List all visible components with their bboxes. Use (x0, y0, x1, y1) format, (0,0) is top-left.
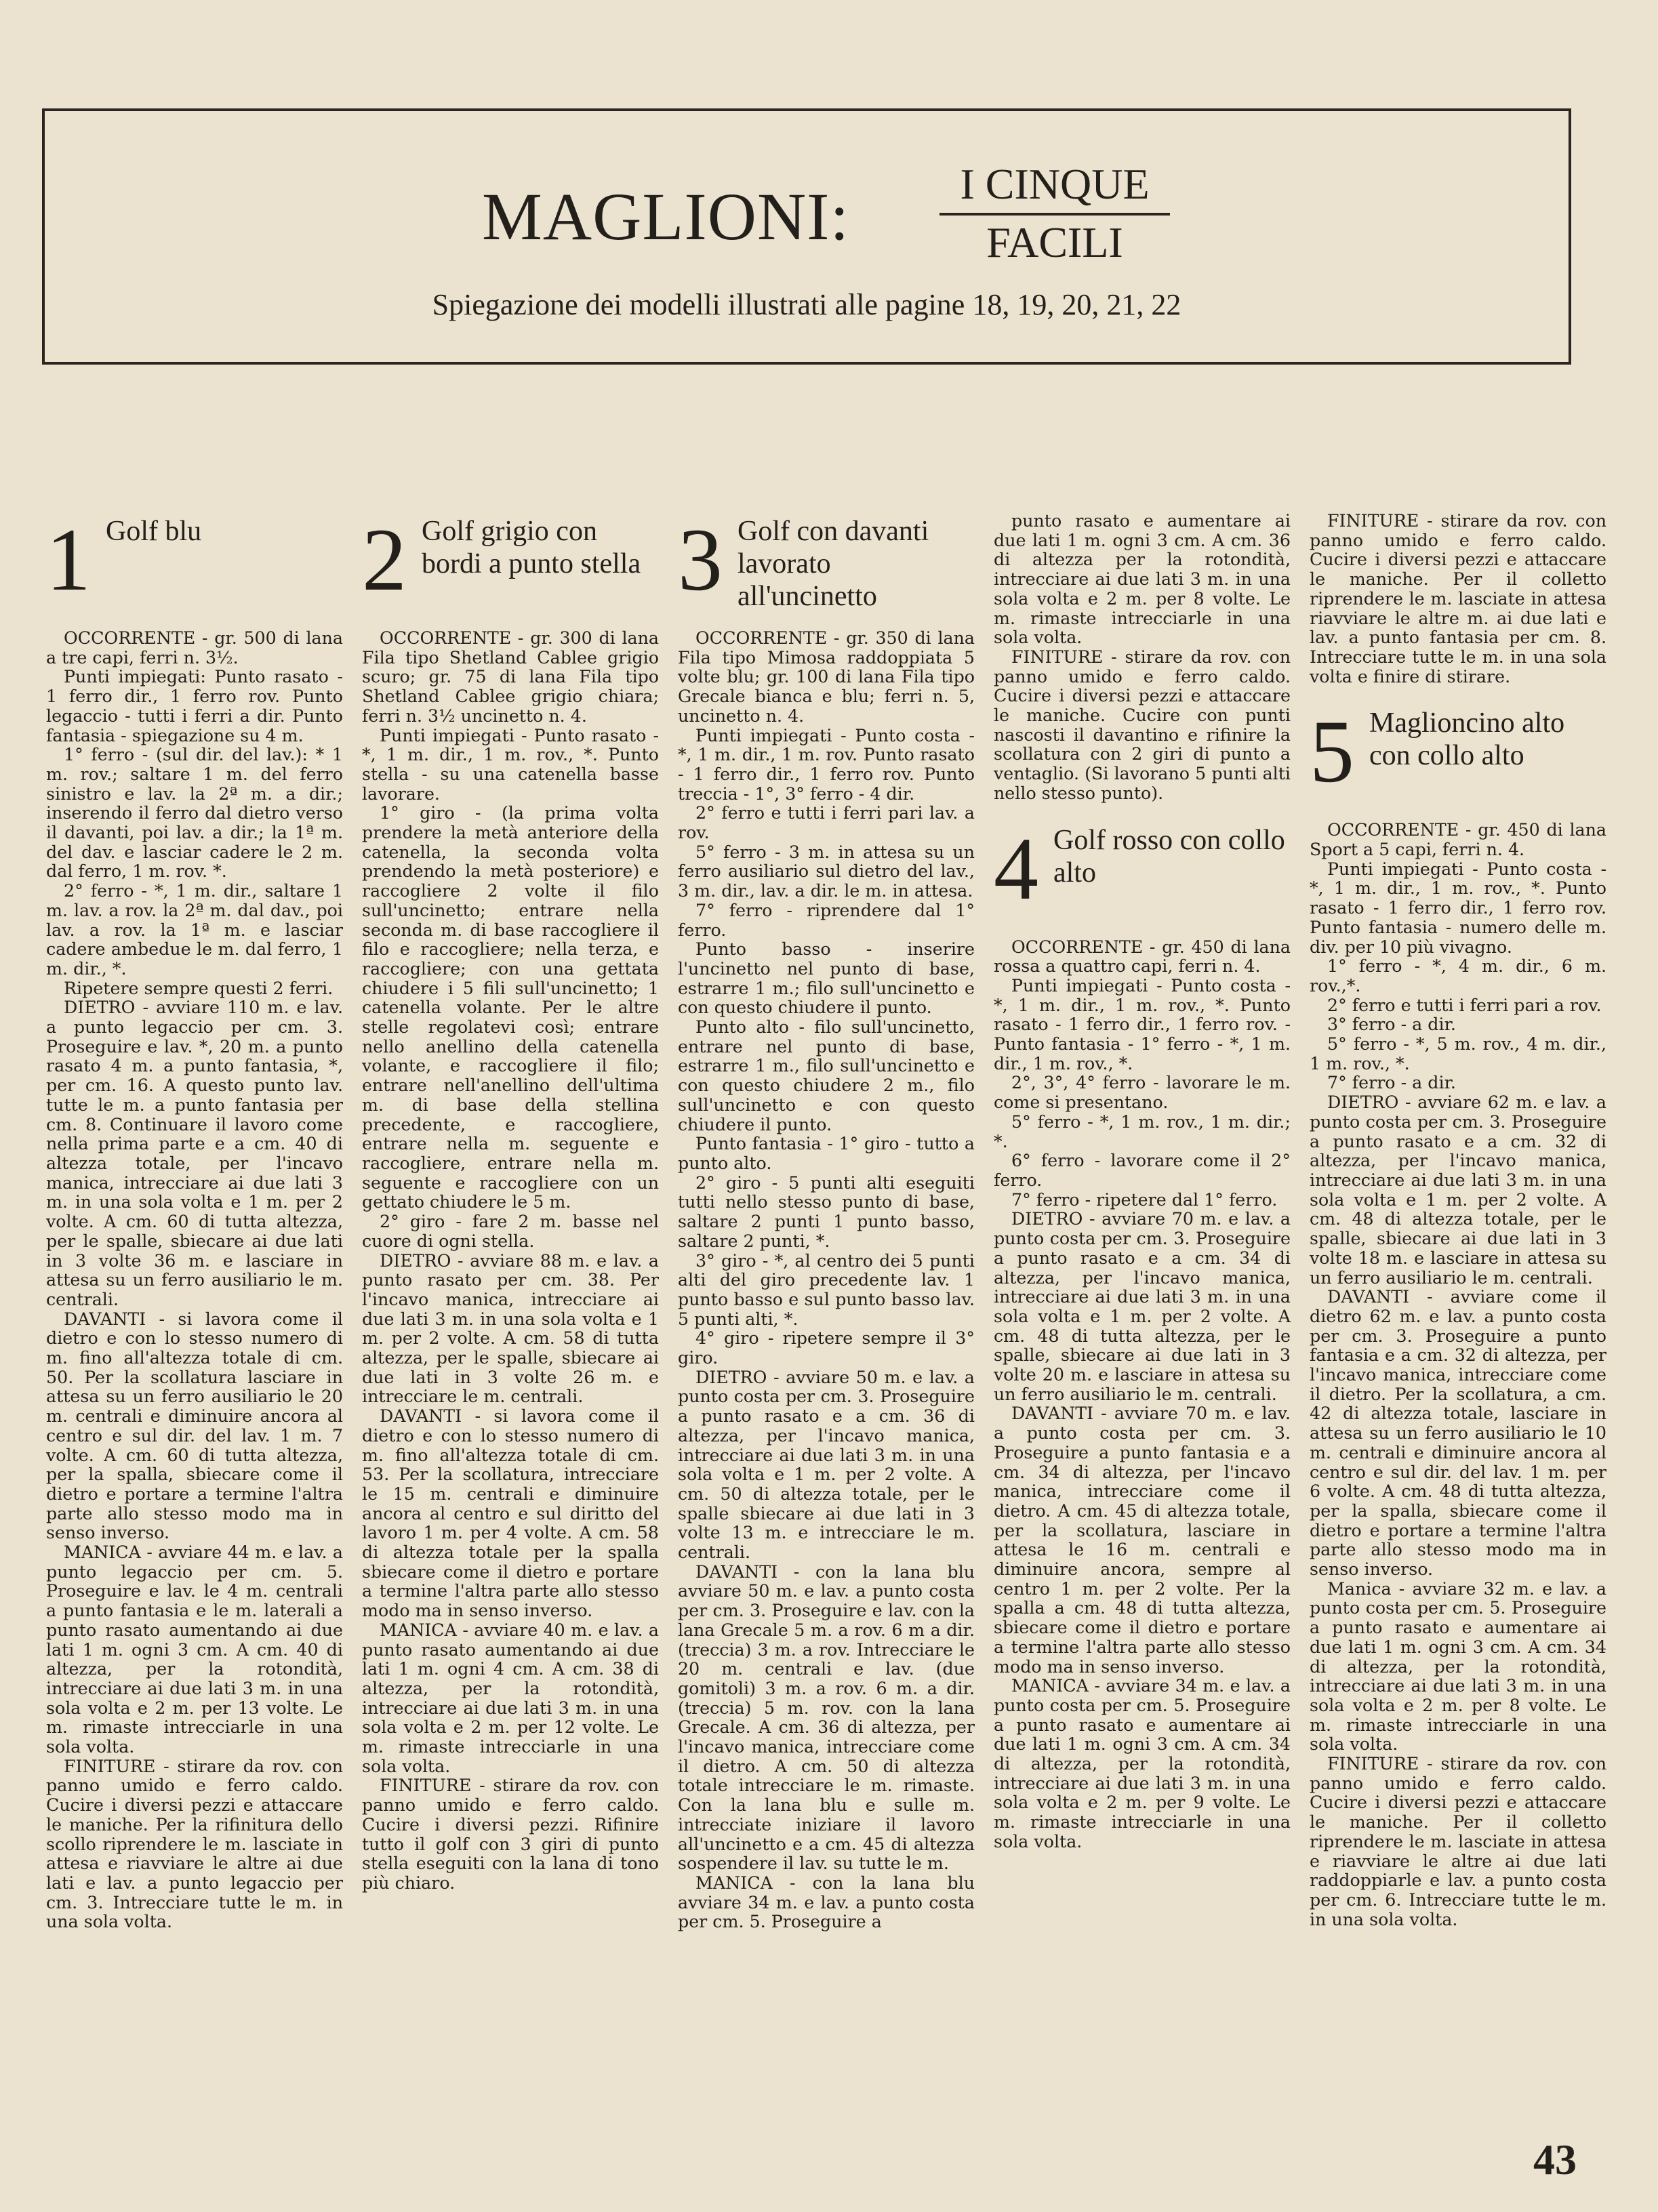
body-paragraph: 1° ferro - *, 4 m. dir., 6 m. rov.,*. (1310, 956, 1606, 996)
body-paragraph: DIETRO - avviare 62 m. e lav. a punto costa per cm. 3. Proseguire a punto rasato e a cm. 32 di altezza, per l'incavo manica, intrecciare ai due lati 3 m. in una sola volta e 1 m. per 2 volte. A cm. 48 di altezza totale, per le spalle, sbiecare ai due lati in 3 volte 18 m. e lasciare in attesa su un ferro ausiliario le m. centrali. (1310, 1092, 1606, 1288)
title-box (42, 108, 1571, 365)
body-paragraph: OCCORRENTE - gr. 450 di lana rossa a quattro capi, ferri n. 4. (994, 937, 1291, 977)
body-paragraph: OCCORRENTE - gr. 450 di lana Sport a 5 capi, ferri n. 4. (1310, 820, 1606, 860)
column-3 (678, 508, 975, 1932)
body-paragraph: Punti impiegati - Punto costa - *, 1 m. dir., 1 m. rov. Punto rasato - 1 ferro dir., 1 ferro rov. Punto treccia - 1°, 3° ferro - 4 dir. (678, 725, 975, 804)
page-subtitle: Spiegazione dei modelli illustrati alle pagine 18, 19, 20, 21, 22 (432, 288, 1181, 321)
section-heading (46, 508, 343, 610)
section-number: 2 (362, 510, 407, 609)
body-paragraph: 2° giro - fare 2 m. basse nel cuore di ogni stella. (362, 1212, 659, 1251)
body-paragraph: OCCORRENTE - gr. 500 di lana a tre capi, ferri n. 3½. (46, 628, 343, 668)
section-number: 5 (1310, 701, 1354, 802)
section-title: Maglioncino alto con collo alto (1369, 708, 1565, 772)
body-paragraph: 2° ferro - *, 1 m. dir., saltare 1 m. lav. a rov. la 2ª m. dal dav., poi lav. a rov. la 1ª m. e lasciar cadere ambedue le m. dal ferro, 1 m. dir., *. (46, 881, 343, 979)
body-paragraph: Punto fantasia - 1° giro - tutto a punto alto. (678, 1134, 975, 1173)
body-paragraph: punto rasato e aumentare ai due lati 1 m. ogni 3 cm. A cm. 36 di altezza per la rotondità, intrecciare ai due lati 3 m. in una sola volta e 2 m. per 8 volte. Le m. rimaste intrecciarle in una sola volta. (994, 511, 1291, 648)
section-number: 4 (994, 818, 1038, 918)
title-fraction (939, 159, 1170, 270)
body-paragraph: DIETRO - avviare 110 m. e lav. a punto legaccio per cm. 3. Proseguire e lav. *, 20 m. a punto rasato 4 m. a punto fantasia, *, per cm. 16. A questo punto lav. tutte le m. a punto fantasia per cm. 8. Continuare il lavoro come nella prima parte e a cm. 40 di altezza totale, per l'incavo manica, intrecciare ai due lati 3 m. in una sola volta e 1 m. per 2 volte. A cm. 60 di tutta altezza, per le spalle, sbiecare ai due lati in 3 volte 36 m. e lasciare in attesa su un ferro ausiliario le m. centrali. (46, 998, 343, 1309)
body-paragraph: DAVANTI - si lavora come il dietro e con lo stesso numero di m. fino all'altezza totale di cm. 50. Per la scollatura lasciare in attesa su un ferro ausiliario le 20 m. centrali e diminuire ancora al centro e sul dir. del lav. 1 m. 7 volte. A cm. 60 di tutta altezza, per la spalla, sbiecare come il dietro e portare a termine l'altra parte allo stesso modo ma in senso inverso. (46, 1309, 343, 1543)
body-paragraph: MANICA - con la lana blu avviare 34 m. e lav. a punto costa per cm. 5. Proseguire a (678, 1873, 975, 1932)
body-paragraph: 2° giro - 5 punti alti eseguiti tutti nello stesso punto di base, saltare 2 punti 1 punto basso, saltare 2 punti, *. (678, 1172, 975, 1251)
page-title: MAGLIONI: (482, 179, 850, 254)
body-paragraph: Punti impiegati - Punto rasato - *, 1 m. dir., 1 m. rov., *. Punto stella - su una catenella basse lavorare. (362, 725, 659, 804)
body-paragraph: FINITURE - stirare da rov. con panno umido e ferro caldo. Cucire i diversi pezzi e attaccare le maniche. Per il colletto riprendere le m. lasciate in attesa riavviare le altre m. ai due lati e lav. a punto fantasia per cm. 8. Intrecciare tutte le m. in una sola volta e finire di stirare. (1310, 511, 1606, 687)
section-title: Golf grigio con bordi a punto stella (422, 516, 641, 579)
section-title: Golf blu (106, 516, 202, 547)
section-title: Golf rosso con collo alto (1053, 824, 1285, 888)
body-paragraph: FINITURE - stirare da rov. con panno umido e ferro caldo. Cucire i diversi pezzi. Rifinire tutto il golf con 3 giri di punto stella eseguiti con la lana di tono più chiaro. (362, 1776, 659, 1893)
body-paragraph: DAVANTI - con la lana blu avviare 50 m. e lav. a punto costa per cm. 3. Proseguire e lav. con la lana Grecale 5 m. a rov. 6 m a dir. (treccia) 3 m. a rov. Intrecciare le 20 m. centrali e lav. (due gomitoli) 3 m. a rov. 6 m. a dir. (treccia) 5 m. rov. con la lana Grecale. A cm. 36 di altezza, per l'incavo manica, intrecciare come il dietro. A cm. 50 di altezza totale intrecciare le m. rimaste. Con la lana blu e sulle m. intrecciate iniziare il lavoro all'uncinetto e a cm. 45 di altezza sospendere il lav. su tutte le m. (678, 1561, 975, 1874)
body-paragraph: Punto basso - inserire l'uncinetto nel punto di base, estrarre 1 m.; filo sull'uncinetto e con questo chiudere il punto. (678, 939, 975, 1018)
body-paragraph: 2°, 3°, 4° ferro - lavorare le m. come si presentano. (994, 1073, 1291, 1113)
body-paragraph: OCCORRENTE - gr. 300 di lana Fila tipo Shetland Cablee grigio scuro; gr. 75 di lana Fila tipo Shetland Cablee grigio chiara; ferri n. 3½ uncinetto n. 4. (362, 628, 659, 726)
body-paragraph: DIETRO - avviare 88 m. e lav. a punto rasato per cm. 38. Per l'incavo manica, intrecciare ai due lati 3 m. in una sola volta e 1 m. per 2 volte. A cm. 58 di tutta altezza, per le spalle, sbiecare ai due lati in 3 volte 26 m. e intrecciare le m. centrali. (362, 1250, 659, 1407)
section-heading (1310, 700, 1606, 802)
body-paragraph: 4° giro - ripetere sempre il 3° giro. (678, 1328, 975, 1368)
spacer (1310, 687, 1606, 700)
body-paragraph: DIETRO - avviare 50 m. e lav. a punto costa per cm. 3. Proseguire a punto rasato e a cm. 36 di altezza, per l'incavo manica, intrecciare ai due lati 3 m. in una sola volta e 1 m. per 2 volte. A cm. 50 di altezza totale, per le spalle sbiecare ai due lati in 3 volte 13 m. e intrecciare le m. centrali. (678, 1367, 975, 1563)
body-paragraph: 3° giro - *, al centro dei 5 punti alti del giro precedente lav. 1 punto basso e sul punto basso lav. 5 punti alti, *. (678, 1250, 975, 1329)
spacer (994, 804, 1291, 817)
body-paragraph: MANICA - avviare 40 m. e lav. a punto rasato aumentando ai due lati 1 m. ogni 4 cm. A cm. 38 di altezza, per la rotondità, intrecciare ai due lati 3 m. in una sola volta e 2 m. per 12 volte. Le m. rimaste intrecciarle in una sola volta. (362, 1620, 659, 1776)
body-paragraph: 7° ferro - a dir. (1327, 1073, 1456, 1093)
column-2 (362, 508, 659, 1893)
body-paragraph: 2° ferro e tutti i ferri pari a rov. (1327, 995, 1602, 1015)
title-row (45, 159, 1569, 267)
body-paragraph: FINITURE - stirare da rov. con panno umido e ferro caldo. Cucire i diversi pezzi e attaccare le maniche. Per la rifinitura dello scollo riprendere le m. lasciate in attesa e riavviare le altre ai due lati e lav. a punto legaccio per cm. 3. Intrecciare tutte le m. in una sola volta. (46, 1756, 343, 1932)
body-paragraph: 5° ferro - 3 m. in attesa su un ferro ausiliario sul dietro del lav., 3 m. dir., lav. a dir. le m. in attesa. (678, 842, 975, 901)
page-number: 43 (1533, 2135, 1577, 2184)
body-paragraph: 7° ferro - ripetere dal 1° ferro. (1011, 1189, 1278, 1210)
body-paragraph: 5° ferro - *, 5 m. rov., 4 m. dir., 1 m. rov., *. (1310, 1034, 1606, 1073)
column-5 (1310, 512, 1606, 1929)
body-paragraph: 5° ferro - *, 1 m. rov., 1 m. dir.; *. (994, 1111, 1291, 1151)
body-paragraph: Manica - avviare 32 m. e lav. a punto costa per cm. 5. Proseguire a punto rasato e aumentare ai due lati 1 m. ogni 3 cm. A cm. 34 di altezza, per la rotondità, intrecciare ai due lati 3 m. in una sola volta e 2 m. per 8 volte. Le m. rimaste intrecciarle in una sola volta. (1310, 1578, 1606, 1755)
body-paragraph: MANICA - avviare 44 m. e lav. a punto legaccio per cm. 5. Proseguire e lav. le 4 m. centrali a punto fantasia e le m. laterali a punto rasato aumentando ai due lati 1 m. ogni 3 cm. A cm. 40 di altezza, per la rotondità, intrecciare ai due lati 3 m. in una sola volta e 2 m. per 13 volte. Le m. rimaste intrecciarle in una sola volta. (46, 1542, 343, 1757)
section-number: 3 (678, 510, 723, 609)
title-top: I CINQUE (939, 159, 1170, 216)
body-paragraph: DAVANTI - si lavora come il dietro e con lo stesso numero di m. fino all'altezza totale di cm. 53. Per la scollatura, intrecciare le 15 m. centrali e diminuire ancora al centro e sul diritto del lavoro 1 m. per 4 volte. A cm. 58 di altezza totale per la spalla sbiecare come il dietro e portare a termine l'altra parte allo stesso modo ma in senso inverso. (362, 1406, 659, 1621)
body-paragraph: FINITURE - stirare da rov. con panno umido e ferro caldo. Cucire i diversi pezzi e attaccare le maniche. Per il colletto riprendere le m. lasciate in attesa e riavviare le altre ai due lati raddoppiarle e lav. a punto costa per cm. 6. Intrecciare tutte le m. in una sola volta. (1310, 1754, 1606, 1929)
body-paragraph: 7° ferro - riprendere dal 1° ferro. (678, 900, 975, 940)
body-paragraph: 6° ferro - lavorare come il 2° ferro. (994, 1151, 1291, 1190)
body-paragraph: 3° ferro - a dir. (1327, 1015, 1456, 1035)
section-number: 1 (46, 510, 91, 609)
body-paragraph: DAVANTI - avviare 70 m. e lav. a punto costa per cm. 3. Proseguire a punto fantasia e a cm. 34 di altezza, per l'incavo manica, intrecciare come il dietro. A cm. 45 di altezza totale, per la scollatura, lasciare in attesa le 16 m. centrali e diminuire ancora, sempre al centro 1 m. per 2 volte. Per la spalla a cm. 48 di tutta altezza, sbiecare come il dietro e portare a termine l'altra parte allo stesso modo ma in senso inverso. (994, 1404, 1291, 1677)
column-4 (994, 512, 1291, 1852)
body-paragraph: Punto alto - filo sull'uncinetto, entrare nel punto di base, estrarre 1 m., filo sull'uncinetto e con questo chiudere 2 m., filo sull'uncinetto e con questo chiudere il punto. (678, 1017, 975, 1134)
body-paragraph: FINITURE - stirare da rov. con panno umido e ferro caldo. Cucire i diversi pezzi e attaccare le maniche. Cucire con punti nascosti il davantino e rifinire la scollatura con 2 giri di punto a ventaglio. (Si lavorano 5 punti alti nello stesso punto). (994, 647, 1291, 803)
column-1 (46, 508, 343, 1932)
body-paragraph: MANICA - avviare 34 m. e lav. a punto costa per cm. 5. Proseguire a punto rasato e aumentare ai due lati 1 m. ogni 3 cm. A cm. 34 di altezza, per la rotondità, intrecciare ai due lati 3 m. in una sola volta e 2 m. per 9 volte. Le m. rimaste intrecciarle in una sola volta. (994, 1676, 1291, 1851)
section-heading (678, 508, 975, 610)
body-paragraph: Punti impiegati - Punto costa - *, 1 m. dir., 1 m. rov., *. Punto rasato - 1 ferro dir., 1 ferro rov. Punto fantasia - numero delle m. div. per 10 più vivagno. (1310, 859, 1606, 957)
body-paragraph: OCCORRENTE - gr. 350 di lana Fila tipo Mimosa raddoppiata 5 volte blu; gr. 100 di lana Fila tipo Grecale bianca e blu; ferri n. 5, uncinetto n. 4. (678, 628, 975, 726)
section-heading (362, 508, 659, 610)
title-bottom: FACILI (986, 218, 1123, 266)
body-paragraph: Punti impiegati: Punto rasato - 1 ferro dir., 1 ferro rov. Punto legaccio - tutti i ferri a dir. Punto fantasia - spiegazione su 4 m. (46, 667, 343, 745)
body-paragraph: 1° giro - (la prima volta prendere la metà anteriore della catenella, la seconda volta prendendo la metà posteriore) e raccogliere 2 volte il filo sull'uncinetto; entrare nella seconda m. di base raccogliere il filo e raccogliere; nella terza, e raccogliere; con una gettata chiudere i 5 fili sull'uncinetto; 1 catenella volante. Per le altre stelle regolatevi così; entrare nello anellino della catenella volante, e raccogliere il filo; entrare nell'anellino dell'ultima m. di base della stellina precedente, e raccogliere, entrare nella m. seguente e raccogliere, entrare nella m. seguente e raccogliere con un gettato chiudere le 5 m. (362, 803, 659, 1212)
body-paragraph: DAVANTI - avviare come il dietro 62 m. e lav. a punto costa per cm. 3. Proseguire a punto fantasia e a cm. 32 di altezza, per l'incavo manica, intrecciare come il dietro. Per la scollatura, a cm. 42 di altezza totale, lasciare in attesa su un ferro ausiliario le 10 m. centrali e diminuire ancora al centro e sul dir. del lav. 1 m. per 6 volte. A cm. 48 di tutta altezza, per la spalla, sbiecare come il dietro e portare a termine l'altra parte allo stesso modo ma in senso inverso. (1310, 1287, 1606, 1580)
body-paragraph: DIETRO - avviare 70 m. e lav. a punto costa per cm. 3. Proseguire a punto rasato e a cm. 34 di altezza, per l'incavo manica, intrecciare ai due lati 3 m. in una sola volta e 1 m. per 2 volte. A cm. 48 di tutta altezza, per le spalle, sbiecare ai due lati in 3 volte 20 m. e lasciare in attesa su un ferro ausiliario le m. centrali. (994, 1209, 1291, 1404)
body-paragraph: 1° ferro - (sul dir. del lav.): * 1 m. rov.; saltare 1 m. del ferro sinistro e lav. la 2ª m. a dir.; inserendo il ferro dal dietro verso il davanti, poi lav. a dir.; la 1ª m. del dav. e lasciar cadere le 2 m. dal ferro, 1 m. rov. *. (46, 745, 343, 882)
body-paragraph: Punti impiegati - Punto costa - *, 1 m. dir., 1 m. rov., *. Punto rasato - 1 ferro dir., 1 ferro rov. - Punto fantasia - 1° ferro - *, 1 m. dir., 1 m. rov., *. (994, 975, 1291, 1073)
section-heading (994, 817, 1291, 919)
body-paragraph: Ripetere sempre questi 2 ferri. (64, 978, 333, 998)
body-paragraph: 2° ferro e tutti i ferri pari lav. a rov. (678, 803, 975, 843)
section-title: Golf con davanti lavorato all'uncinetto (737, 516, 929, 612)
